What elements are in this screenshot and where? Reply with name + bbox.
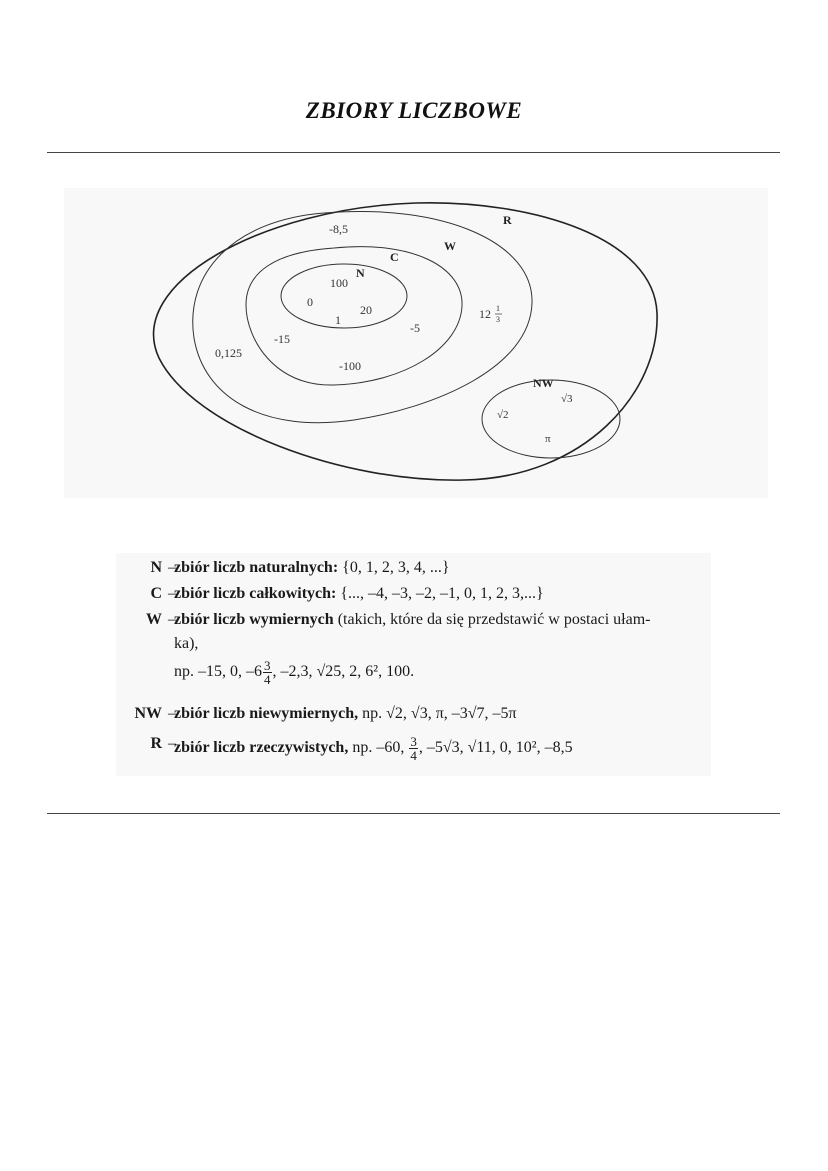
legend-symbol: C — [150, 585, 162, 602]
fraction-numerator: 3 — [410, 734, 417, 749]
legend-symbol: NW — [134, 705, 162, 722]
legend-row-W-example — [174, 659, 414, 686]
number-label: 0 — [307, 295, 313, 309]
number-label: 1 — [335, 313, 341, 327]
number-label: √2 — [497, 409, 509, 421]
legend-text: {..., –4, –3, –2, –1, 0, 1, 2, 3,...} — [336, 585, 544, 602]
fraction — [263, 659, 272, 686]
legend-example: np. –15, 0, –6 — [174, 663, 262, 681]
legend-text: , –5√3, √11, 0, 10², –8,5 — [418, 739, 573, 757]
fraction — [409, 735, 418, 762]
set-R-outline — [154, 203, 658, 480]
top-divider — [47, 152, 780, 153]
bottom-divider — [47, 813, 780, 814]
legend-symbol: R — [150, 735, 162, 752]
legend-name: zbiór liczb naturalnych: — [174, 559, 339, 576]
fraction-numerator: 3 — [264, 658, 271, 673]
legend-symbol: W — [146, 611, 162, 628]
legend-dash: – — [168, 585, 176, 602]
number-label: 0,125 — [215, 346, 242, 360]
number-label: 20 — [360, 303, 372, 317]
number-label: 1 — [496, 304, 500, 313]
number-label: 12 — [479, 307, 491, 321]
legend-name: zbiór liczb niewymiernych, — [174, 705, 359, 722]
legend-row-W-cont — [174, 635, 198, 653]
set-label-W: W — [444, 239, 456, 253]
number-label: -15 — [274, 332, 290, 346]
number-label: -100 — [339, 359, 361, 373]
legend-example: , –2,3, √25, 2, 6², 100. — [272, 663, 415, 681]
legend-symbol: N — [150, 559, 162, 576]
number-label: -8,5 — [329, 222, 348, 236]
page-title: ZBIORY LICZBOWE — [305, 98, 523, 123]
number-label: -5 — [410, 321, 420, 335]
legend-name: zbiór liczb całkowitych: — [174, 585, 337, 602]
set-label-C: C — [390, 250, 399, 264]
legend-text: (takich, które da się przedstawić w postaci ułam- — [333, 611, 651, 628]
fraction-denominator: 4 — [264, 672, 271, 687]
set-N-outline — [281, 264, 407, 328]
legend-dash: – — [168, 611, 176, 628]
set-label-NW: NW — [533, 376, 554, 390]
legend-name: zbiór liczb wymiernych — [174, 611, 334, 628]
legend-text: {0, 1, 2, 3, 4, ...} — [338, 559, 450, 576]
legend-name: zbiór liczb rzeczywistych, — [174, 739, 349, 757]
number-label: 100 — [330, 276, 348, 290]
number-label: √3 — [561, 393, 573, 405]
venn-diagram — [64, 188, 768, 498]
number-label: π — [545, 433, 551, 445]
legend-dash: – — [168, 705, 176, 722]
legend-text: np. –60, — [348, 739, 409, 757]
number-label: 3 — [496, 315, 500, 324]
legend-text: np. √2, √3, π, –3√7, –5π — [358, 705, 517, 722]
fraction-denominator: 4 — [410, 748, 417, 763]
legend-dash: – — [168, 735, 176, 752]
set-label-R: R — [503, 213, 512, 227]
legend-text: ka), — [174, 635, 199, 652]
venn-svg — [64, 188, 768, 498]
set-label-N: N — [356, 266, 365, 280]
legend — [116, 553, 711, 776]
legend-dash: – — [168, 559, 176, 576]
